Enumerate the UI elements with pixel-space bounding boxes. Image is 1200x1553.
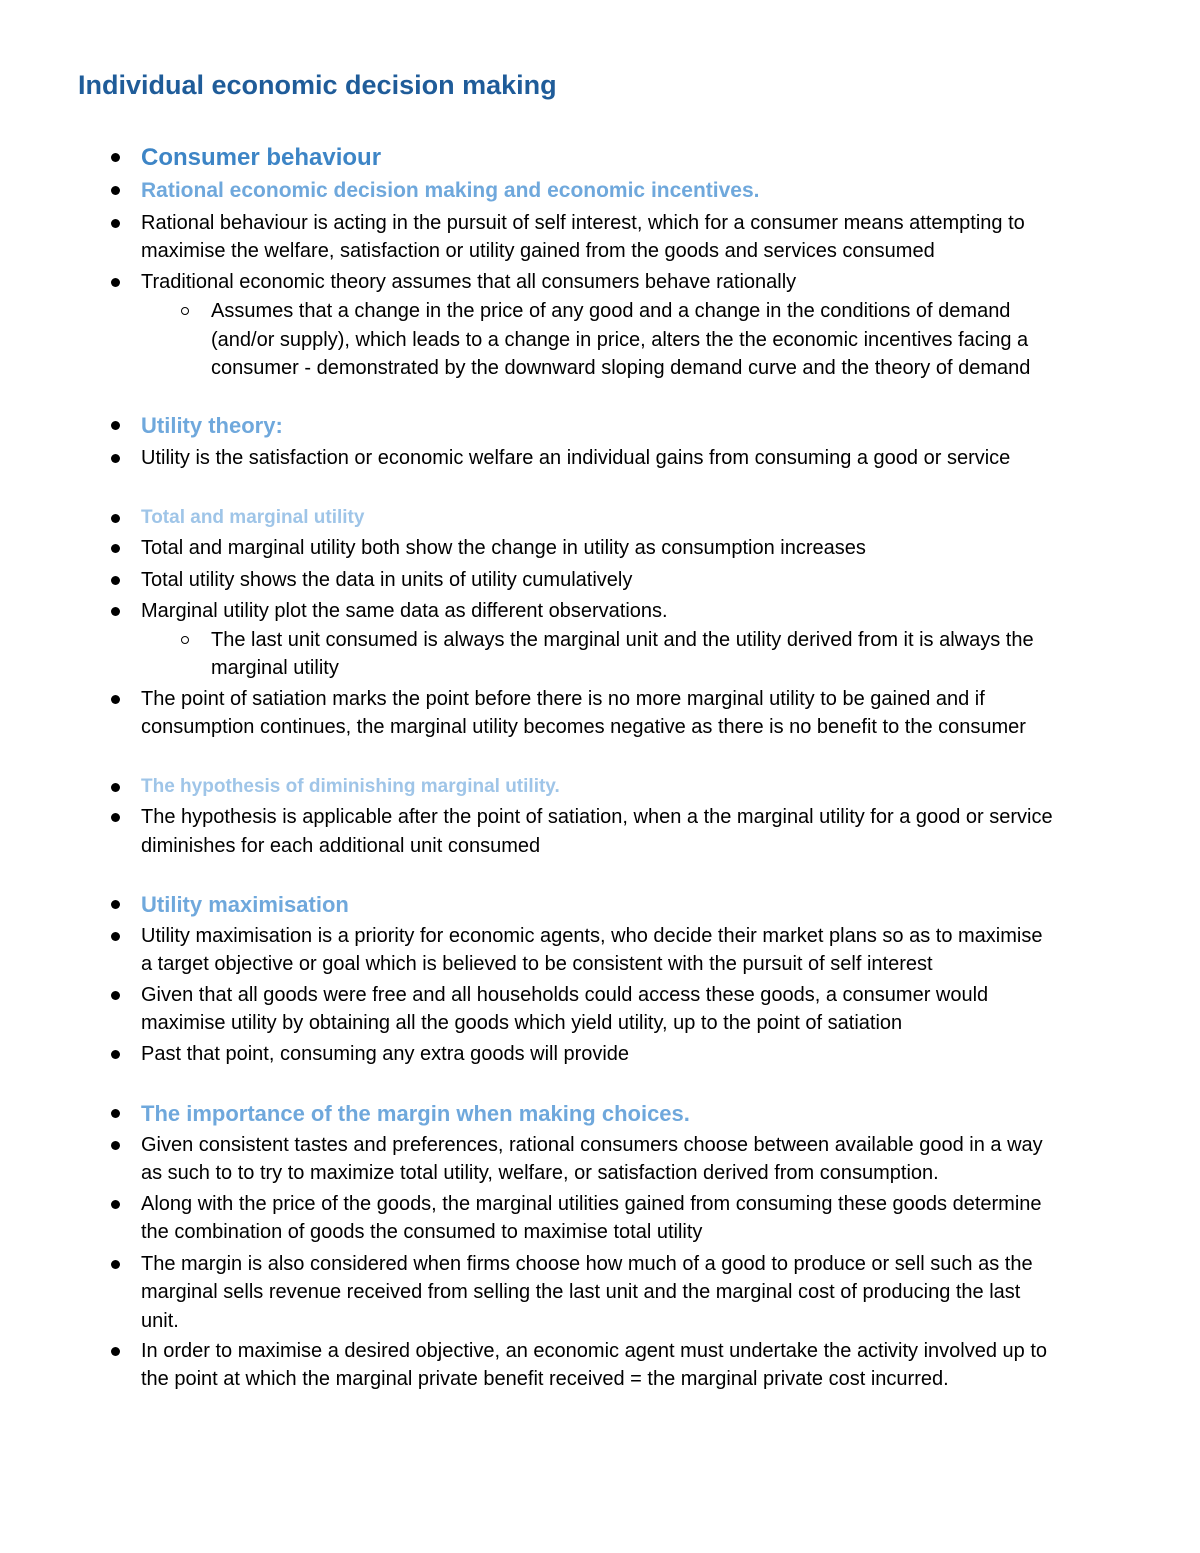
- bullet-icon: [111, 813, 120, 822]
- bullet-icon: [111, 607, 120, 616]
- bullet-icon: [111, 991, 120, 1000]
- bullet-icon: [111, 932, 120, 941]
- bullet-icon: [111, 1141, 120, 1150]
- bullet-icon: [111, 576, 120, 585]
- bullet-icon: [111, 900, 120, 909]
- bullet-icon: [111, 421, 120, 430]
- bullet-icon: [111, 1347, 120, 1356]
- bullet-icon: [111, 278, 120, 287]
- document-page: Individual economic decision making Consumer behaviour Rational economic decision making and economic incentives. Rational behaviour is acting in the pursuit of self interest, which for a consumer means attempting to maximise the welfare, satisfaction or utility gained from the goods and services consumed Traditional economic theory assumes that all consumers behave rationally Assumes that a change in the price of any good and a change in the conditions of demand (and/or supply), which leads to a change in price, alters the the economic incentives facing a consumer - demonstrated by the downward sloping demand curve and the theory of demand Utility theory: Utility is the satisfaction or economic welfare an individual gains from consuming a good or service Total and marginal utility Total and marginal utility both show the change in utility as consumption increases Total utility shows the data in units of utility cumulatively Marginal utility plot the same data as different observations. The last unit consumed is always the marginal unit and the utility derived from it is always the marginal utility The point of satiation marks the point before there is no more marginal utility to be gained and if consumption continues, the marginal utility becomes negative as there is no benefit to the consumer The hypothesis of diminishing marginal utility. The hypothesis is applicable after the point of satiation, when a the marginal utility for a good or service diminishes for each additional unit consumed Utility maximisation Utility maximisation is a priority for economic agents, who decide their market plans so as to maximise a target objective or goal which is believed to be consistent with the pursuit of self interest Given that all goods were free and all households could access these goods, a consumer would maximise utility by obtaining all the goods which yield utility, up to the point of satiation Past that point, consuming any extra goods will provide The importance of the margin when making choices. Given consistent tastes and preferences, rational consumers choose between available good in a way as such to to try to maximize total utility, welfare, or satisfaction derived from consumption. Along with the price of the goods, the marginal utilities gained from consuming these goods determine the combination of goods the consumed to maximise total utility The margin is also considered when firms choose how much of a good to produce or sell such as the marginal sells revenue received from selling the last unit and the marginal cost of producing the last unit. In order to maximise a desired objective, an economic agent must undertake the activity involved up to the point at which the marginal private benefit received = the marginal private cost incurred.: [78, 70, 1053, 1390]
- bullet-icon: [111, 783, 120, 792]
- bullet-icon: [111, 219, 120, 228]
- bullet-icon: [111, 186, 120, 195]
- bullet-icon: [111, 1050, 120, 1059]
- bullet-icon: [111, 454, 120, 463]
- bullet-icon: [111, 1200, 120, 1209]
- bullet-icon: [111, 1260, 120, 1269]
- document-title: Individual economic decision making: [78, 70, 557, 100]
- hollow-bullet-icon: [181, 307, 189, 315]
- bullet-icon: [111, 514, 120, 523]
- bullet-icon: [111, 1109, 120, 1118]
- bullet-icon: [111, 153, 120, 162]
- hollow-bullet-icon: [181, 636, 189, 644]
- bullet-icon: [111, 544, 120, 553]
- bullet-icon: [111, 695, 120, 704]
